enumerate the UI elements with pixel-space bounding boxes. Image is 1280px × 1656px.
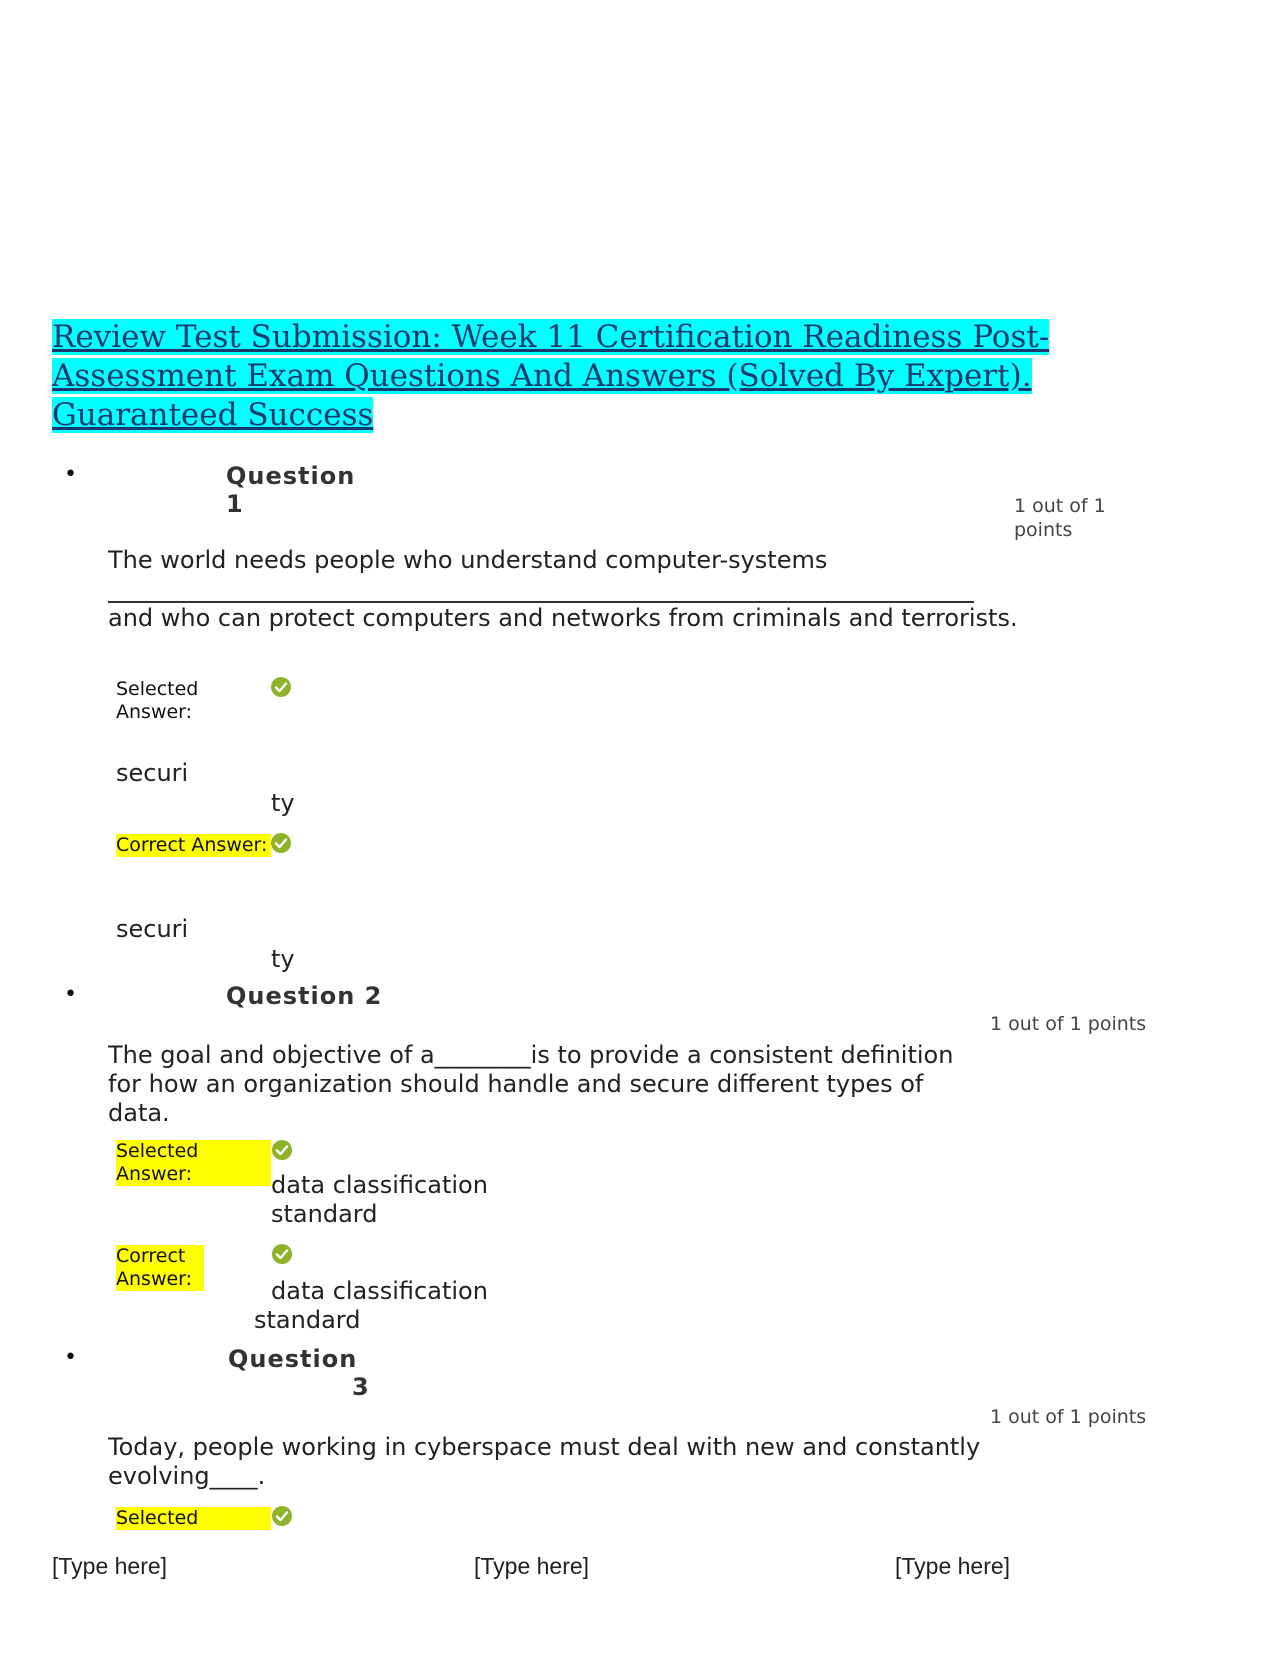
question-2-points: 1 out of 1 points <box>990 1013 1147 1035</box>
question-2-selected-answer-a: data classification <box>271 1171 488 1199</box>
question-1-points: 1 out of 1 points <box>1014 495 1106 541</box>
question-2-label: Question 2 <box>226 982 383 1010</box>
question-1-correct-label-text: Correct Answer: <box>116 834 271 857</box>
question-2-selected-label <box>116 1140 271 1186</box>
question-2-selected-answer-b: standard <box>271 1200 378 1228</box>
question-1-label: Question <box>226 462 356 490</box>
question-1-correct-answer-b: ty <box>271 945 295 973</box>
page-title: Review Test Submission: Week 11 Certification Readiness Post-Assessment Exam Questions And Answers (Solved By Expert). Guaranteed Success <box>52 319 1050 433</box>
question-2-correct-answer-b: standard <box>254 1306 361 1334</box>
question-3-selected-label <box>116 1507 271 1530</box>
question-3-points: 1 out of 1 points <box>990 1406 1147 1428</box>
question-1-text-after: and who can protect computers and networks from criminals and terrorists. <box>108 604 1018 632</box>
question-3-label: Question <box>228 1345 358 1373</box>
question-2-correct-answer-a: data classification <box>271 1277 488 1305</box>
question-1-correct-answer-a: securi <box>116 915 189 943</box>
question-3-text: Today, people working in cyberspace must deal with new and constantly evolving____. <box>108 1433 981 1490</box>
question-1-correct-label <box>116 834 271 857</box>
question-1-selected-answer-b: ty <box>271 789 295 817</box>
question-3-selected-label-text: Selected <box>116 1507 271 1530</box>
question-2-correct-label-text: Correct Answer: <box>116 1245 204 1291</box>
footer-center: [Type here] <box>474 1553 590 1579</box>
check-circle-icon <box>271 833 291 853</box>
bullet-icon: • <box>64 1345 77 1370</box>
check-circle-icon <box>272 1140 292 1160</box>
question-1-text-before: The world needs people who understand computer-systems <box>108 546 828 574</box>
check-circle-icon <box>272 1506 292 1526</box>
question-2-selected-label-text: Selected Answer: <box>116 1140 271 1186</box>
question-1-selected-label: Selected Answer: <box>116 678 199 723</box>
check-circle-icon <box>272 1244 292 1264</box>
bullet-icon: • <box>64 982 77 1007</box>
question-2-correct-label <box>116 1245 204 1291</box>
footer-right: [Type here] <box>895 1553 1011 1579</box>
question-1-blank <box>108 601 974 603</box>
question-2-text: The goal and objective of a________is to provide a consistent definition for how an organization should handle and secure different types of data. <box>108 1041 954 1127</box>
question-1-number: 1 <box>226 490 244 518</box>
bullet-icon: • <box>64 462 77 487</box>
footer-left: [Type here] <box>52 1553 168 1579</box>
question-3-number: 3 <box>352 1373 370 1401</box>
check-circle-icon <box>271 677 291 697</box>
question-1-selected-answer-a: securi <box>116 759 189 787</box>
